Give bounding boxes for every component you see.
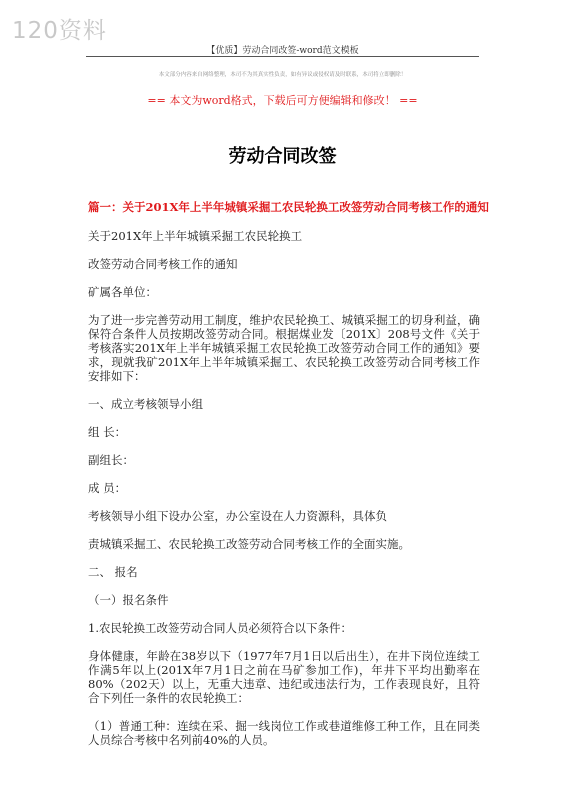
section-heading: 一、成立考核领导小组 bbox=[88, 397, 203, 411]
disclaimer-text: 本文部分内容来自网络整理，本司不为其真实性负责，如有异议或侵权请及时联系，本司将立即删除！ bbox=[158, 72, 407, 78]
document-header: 【优质】劳动合同改签-word范文模板 bbox=[206, 46, 359, 56]
paragraph: 考核领导小组下设办公室，办公室设在人力资源科，具体负 bbox=[88, 509, 387, 523]
paragraph: 为了进一步完善劳动用工制度，维护农民轮换工、城镇采掘工的切身利益，确保符合条件人员按期改签劳动合同。根据煤业发〔201X〕208号文件《关于考核落实201X年上半年城镇采掘工农民轮换工改签劳动合同工作的通知》要求，现就我矿201X年上半年城镇采掘工、农民轮换工改签劳动合同考核工作安排如下： bbox=[88, 313, 480, 383]
format-notice: == 本文为word格式，下载后可方便编辑和修改！ == bbox=[147, 94, 418, 107]
document-body bbox=[88, 200, 489, 761]
watermark-logo: 120资料 bbox=[12, 18, 107, 44]
paragraph: 身体健康，年龄在38岁以下（1977年7月1日以后出生），在井下岗位连续工作满5年以上(201X年7月1日之前在马矿参加工作)，年井下平均出勤率在80%（202天）以上，无重大违章、违纪或违法行为，工作表现良好，且符合下列任一条件的农民轮换工： bbox=[88, 649, 480, 705]
paragraph: （1）普通工种：连续在采、掘一线岗位工作或巷道维修工种工作，且在同类人员综合考核中名列前40%的人员。 bbox=[88, 719, 480, 747]
paragraph: 副组长： bbox=[88, 453, 134, 467]
paragraph: 组 长： bbox=[88, 425, 127, 439]
subsection-heading: （一）报名条件 bbox=[88, 593, 169, 607]
paragraph: 矿属各单位： bbox=[88, 285, 157, 299]
header-divider bbox=[86, 56, 479, 57]
chapter-heading: 篇一：关于201X年上半年城镇采掘工农民轮换工改签劳动合同考核工作的通知 bbox=[88, 200, 489, 214]
document-title: 劳动合同改签 bbox=[228, 146, 337, 167]
paragraph: 成 员： bbox=[88, 481, 127, 495]
section-heading: 二、 报名 bbox=[88, 565, 138, 579]
paragraph: 责城镇采掘工、农民轮换工改签劳动合同考核工作的全面实施。 bbox=[88, 537, 410, 551]
paragraph: 1.农民轮换工改签劳动合同人员必须符合以下条件： bbox=[88, 621, 352, 635]
paragraph: 改签劳动合同考核工作的通知 bbox=[88, 257, 238, 271]
paragraph: 关于201X年上半年城镇采掘工农民轮换工 bbox=[88, 229, 303, 243]
